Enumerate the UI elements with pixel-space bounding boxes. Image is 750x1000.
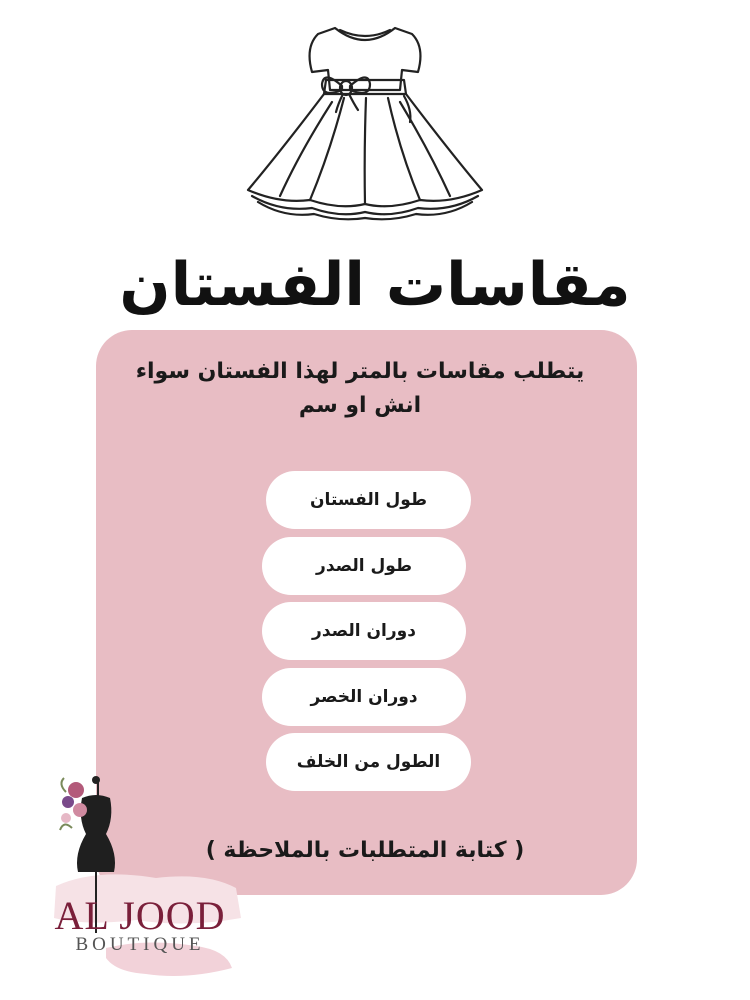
- dress-illustration: [240, 12, 490, 222]
- measurement-label: الطول من الخلف: [296, 752, 441, 772]
- measurement-label: دوران الخصر: [310, 687, 418, 707]
- page-title: مقاسات الفستان: [119, 250, 631, 320]
- brand-tagline: BOUTIQUE: [75, 934, 205, 955]
- brand-name: AL JOOD: [54, 893, 226, 938]
- measurement-label: طول الصدر: [316, 556, 412, 576]
- measurement-item-dress-length: [266, 471, 471, 529]
- measurement-item-chest-circumference: [262, 602, 466, 660]
- measurement-label: دوران الصدر: [312, 621, 416, 641]
- measurement-item-back-length: [266, 733, 471, 791]
- measurement-item-waist-circumference: [262, 668, 466, 726]
- measurement-instructions: يتطلب مقاسات بالمتر لهذا الفستان سواء انش او سم: [135, 359, 585, 418]
- requirements-note: ( كتابة المتطلبات بالملاحظة ): [205, 838, 525, 863]
- boutique-logo: [36, 768, 251, 993]
- measurement-item-chest-length: [262, 537, 466, 595]
- measurement-label: طول الفستان: [310, 490, 427, 510]
